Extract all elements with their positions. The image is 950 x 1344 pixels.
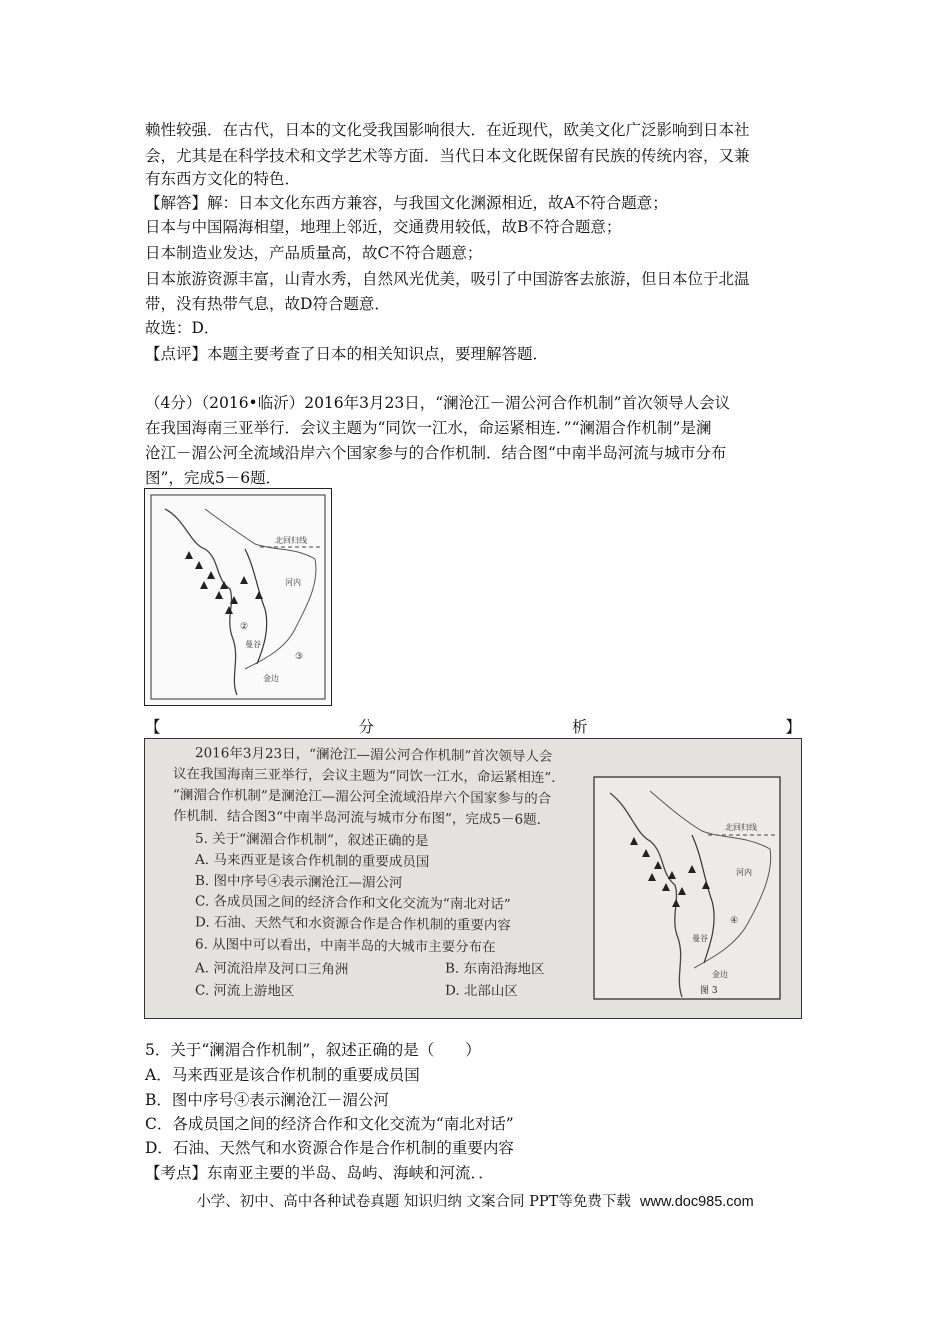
comment-line: 【点评】本题主要考查了日本的相关知识点，要理解答题． bbox=[145, 345, 549, 363]
question-line: 图”，完成5－6题． bbox=[145, 469, 282, 487]
q5-stem: 5．关于“澜湄合作机制”，叙述正确的是（ ） bbox=[145, 1041, 481, 1059]
photo-text-line: 作机制．结合图3“中南半岛河流与城市分布图”，完成5－6题． bbox=[173, 808, 551, 828]
map-label-phnompenh: 金边 bbox=[263, 674, 279, 683]
answer-line: 日本与中国隔海相望，地理上邻近，交通费用较低，故B不符合题意； bbox=[145, 218, 622, 236]
intro-line: 赖性较强．在古代，日本的文化受我国影响很大．在近现代，欧美文化广泛影响到日本社 bbox=[145, 121, 750, 139]
intro-line: 会，尤其是在科学技术和文学艺术等方面．当代日本文化既保留有民族的传统内容，又兼 bbox=[145, 147, 750, 165]
analysis-char-xi: 析 bbox=[571, 718, 588, 736]
analysis-bracket-open: 【 bbox=[145, 718, 161, 736]
question-line: 沧江－湄公河全流域沿岸六个国家参与的合作机制．结合图“中南半岛河流与城市分布 bbox=[145, 444, 727, 462]
map-label-tropic: 北回归线 bbox=[275, 536, 307, 545]
map-label-num3: ③ bbox=[295, 652, 304, 662]
mountain-symbols bbox=[185, 551, 263, 614]
photo-map bbox=[590, 773, 785, 1003]
intro-line: 有东西方文化的特色． bbox=[145, 170, 301, 188]
q5-option-a: A．马来西亚是该合作机制的重要成员国 bbox=[145, 1066, 420, 1084]
question-line: （4分）（2016•临沂）2016年3月23日，“澜沧江－湄公河合作机制”首次领导人会议 bbox=[145, 394, 731, 412]
photo-text-line: C. 各成员国之间的经济合作和文化交流为“南北对话” bbox=[195, 893, 511, 913]
answer-line: 日本制造业发达，产品质量高，故C不符合题意； bbox=[145, 244, 483, 262]
answer-line: 故选：D． bbox=[145, 319, 220, 337]
photo-option-d: D. 北部山区 bbox=[445, 982, 518, 1000]
photo-text-line: D. 石油、天然气和水资源合作是合作机制的重要内容 bbox=[195, 914, 511, 934]
indochina-map bbox=[145, 489, 331, 705]
map-label-bangkok: 曼谷 bbox=[245, 640, 261, 649]
page-footer bbox=[0, 1190, 950, 1211]
photo-option-a: A. 河流沿岸及河口三角洲 bbox=[195, 960, 349, 978]
photo-text-line: 6. 从图中可以看出，中南半岛的大城市主要分布在 bbox=[195, 936, 496, 956]
photo-text-line: 2016年3月23日，“澜沧江—湄公河合作机制”首次领导人会 bbox=[195, 745, 553, 765]
question-line: 在我国海南三亚举行．会议主题为“同饮一江水，命运紧相连．”“澜湄合作机制”是澜 bbox=[145, 419, 712, 437]
indochina-map-figure bbox=[144, 488, 332, 706]
photo-map-label-tropic: 北回归线 bbox=[725, 823, 757, 832]
photo-text-line: A. 马来西亚是该合作机制的重要成员国 bbox=[195, 851, 430, 871]
photo-text-line: “澜湄合作机制”是澜沧江—湄公河全流域沿岸六个国家参与的合 bbox=[173, 787, 552, 807]
analysis-bracket-close: 】 bbox=[785, 718, 801, 736]
photo-map-caption: 图 3 bbox=[700, 986, 718, 996]
photo-option-c: C. 河流上游地区 bbox=[195, 982, 295, 1000]
photo-text-line: 议在我国海南三亚举行，会议主题为“同饮一江水，命运紧相连”． bbox=[173, 765, 565, 787]
q5-kaodian: 【考点】东南亚主要的半岛、岛屿、海峡和河流．． bbox=[145, 1164, 494, 1182]
analysis-char-fen: 分 bbox=[358, 718, 374, 736]
photo-map-label-phnompenh: 金边 bbox=[712, 970, 728, 979]
map-label-hanoi: 河内 bbox=[285, 578, 301, 587]
textbook-photo bbox=[144, 738, 802, 1019]
photo-map-label-hanoi: 河内 bbox=[736, 868, 752, 877]
photo-option-b: B. 东南沿海地区 bbox=[445, 960, 545, 978]
photo-map-label-bangkok: 曼谷 bbox=[692, 934, 708, 943]
analysis-heading bbox=[145, 716, 801, 738]
q5-option-c: C．各成员国之间的经济合作和文化交流为“南北对话” bbox=[145, 1115, 514, 1133]
photo-text-line: 5. 关于“澜湄合作机制”，叙述正确的是 bbox=[195, 830, 429, 850]
answer-line: 日本旅游资源丰富，山青水秀，自然风光优美，吸引了中国游客去旅游，但日本位于北温 bbox=[145, 270, 750, 288]
photo-text-line: B. 图中序号④表示澜沧江—湄公河 bbox=[195, 872, 403, 892]
map-label-num2: ② bbox=[240, 622, 249, 632]
answer-line: 带，没有热带气息，故D符合题意． bbox=[145, 295, 390, 313]
answer-line: 【解答】解：日本文化东西方兼容，与我国文化渊源相近，故A不符合题意； bbox=[145, 194, 668, 212]
footer-text: 小学、初中、高中各种试卷真题 知识归纳 文案合同 PPT等免费下载 bbox=[196, 1194, 631, 1210]
photo-map-label-num4: ④ bbox=[730, 916, 739, 926]
q5-option-b: B．图中序号④表示澜沧江－湄公河 bbox=[145, 1091, 389, 1109]
q5-option-d: D．石油、天然气和水资源合作是合作机制的重要内容 bbox=[145, 1139, 514, 1157]
footer-url[interactable]: www.doc985.com bbox=[640, 1194, 754, 1210]
